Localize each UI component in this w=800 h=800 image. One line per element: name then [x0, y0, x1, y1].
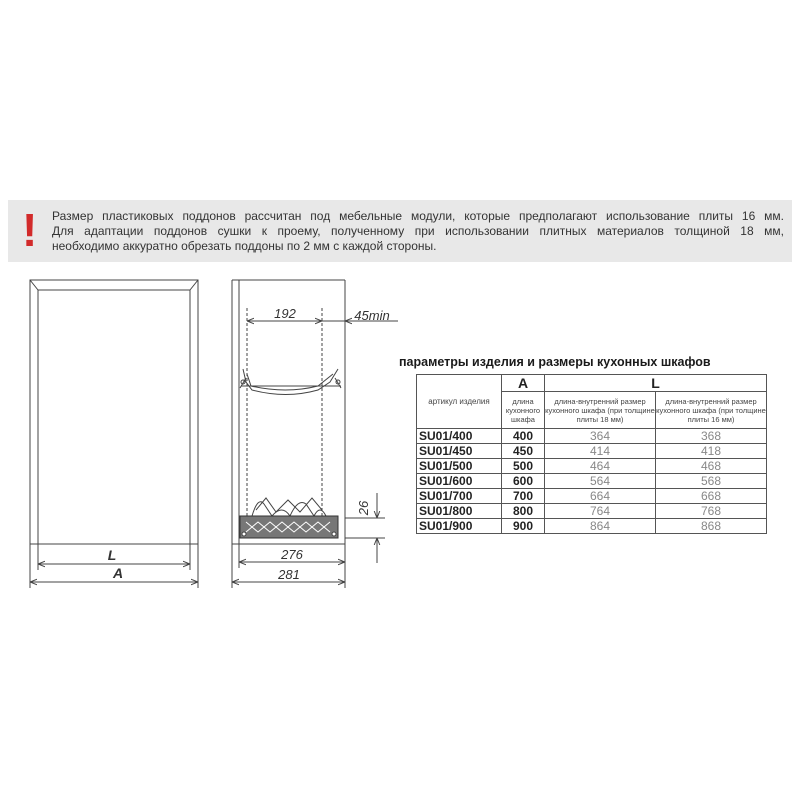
table-row	[417, 459, 767, 474]
cell-a: 450	[502, 444, 545, 459]
lower-bowl-rack	[240, 498, 338, 538]
cell-l18: 364	[545, 429, 656, 444]
cell-l18: 464	[545, 459, 656, 474]
cabinet-inner-frame	[38, 290, 190, 544]
cell-a: 900	[502, 519, 545, 534]
cabinet-outer-frame	[30, 280, 198, 544]
cell-l18: 764	[545, 504, 656, 519]
cell-a: 600	[502, 474, 545, 489]
table-row	[417, 519, 767, 534]
table-row	[417, 444, 767, 459]
cell-a: 800	[502, 504, 545, 519]
cell-article: SU01/800	[417, 504, 502, 519]
cell-article: SU01/450	[417, 444, 502, 459]
table-title: параметры изделия и размеры кухонных шкафов	[399, 355, 711, 369]
notice-line-2: Для адаптации поддонов сушки к проему, полученному при использовании плитных материалов толщиной 18 мм,	[52, 224, 784, 238]
table-row	[417, 489, 767, 504]
side-dim-276-label: 276	[281, 547, 303, 562]
notice-banner	[8, 200, 792, 262]
cell-l18: 564	[545, 474, 656, 489]
side-dim-26-label: 26	[356, 500, 371, 516]
table-row	[417, 474, 767, 489]
cell-l16: 868	[656, 519, 767, 534]
cell-a: 500	[502, 459, 545, 474]
cell-article: SU01/700	[417, 489, 502, 504]
spec-table	[416, 374, 767, 534]
cell-article: SU01/600	[417, 474, 502, 489]
header-a: A	[502, 375, 545, 392]
cell-a: 400	[502, 429, 545, 444]
notice-line-1: Размер пластиковых поддонов рассчитан под мебельные модули, которые предполагают использование плиты 16 мм.	[52, 209, 784, 223]
cell-article: SU01/400	[417, 429, 502, 444]
header-l: L	[545, 375, 767, 392]
front-dim-l-label: L	[107, 547, 117, 563]
header-l16: длина-внутренний размер кухонного шкафа (при толщине плиты 16 мм)	[656, 392, 767, 429]
header-l18: длина-внутренний размер кухонного шкафа (при толщине плиты 18 мм)	[545, 392, 656, 429]
warning-exclamation-icon: !	[22, 204, 38, 256]
side-dim-192-label: 192	[274, 306, 296, 321]
side-dim-281-label: 281	[278, 567, 300, 582]
front-dim-a-label: A	[112, 565, 124, 581]
cell-article: SU01/500	[417, 459, 502, 474]
cell-l16: 668	[656, 489, 767, 504]
cell-l16: 768	[656, 504, 767, 519]
front-view-cabinet	[30, 280, 198, 588]
cell-article: SU01/900	[417, 519, 502, 534]
cell-l18: 864	[545, 519, 656, 534]
spec-table-body	[417, 429, 767, 534]
upper-plate-rack	[240, 369, 341, 395]
header-a-sub: длина кухонного шкафа	[502, 392, 545, 429]
notice-text	[52, 209, 784, 254]
table-row	[417, 429, 767, 444]
cell-l16: 418	[656, 444, 767, 459]
side-dim-45min-label: 45min	[354, 308, 390, 323]
table-row	[417, 504, 767, 519]
cell-l16: 468	[656, 459, 767, 474]
cell-l18: 414	[545, 444, 656, 459]
header-article: артикул изделия	[417, 375, 502, 429]
notice-line-3: необходимо аккуратно обрезать поддоны по 2 мм с каждой стороны.	[52, 239, 437, 253]
cell-l18: 664	[545, 489, 656, 504]
side-view	[232, 280, 398, 588]
cell-l16: 368	[656, 429, 767, 444]
cell-a: 700	[502, 489, 545, 504]
cell-l16: 568	[656, 474, 767, 489]
